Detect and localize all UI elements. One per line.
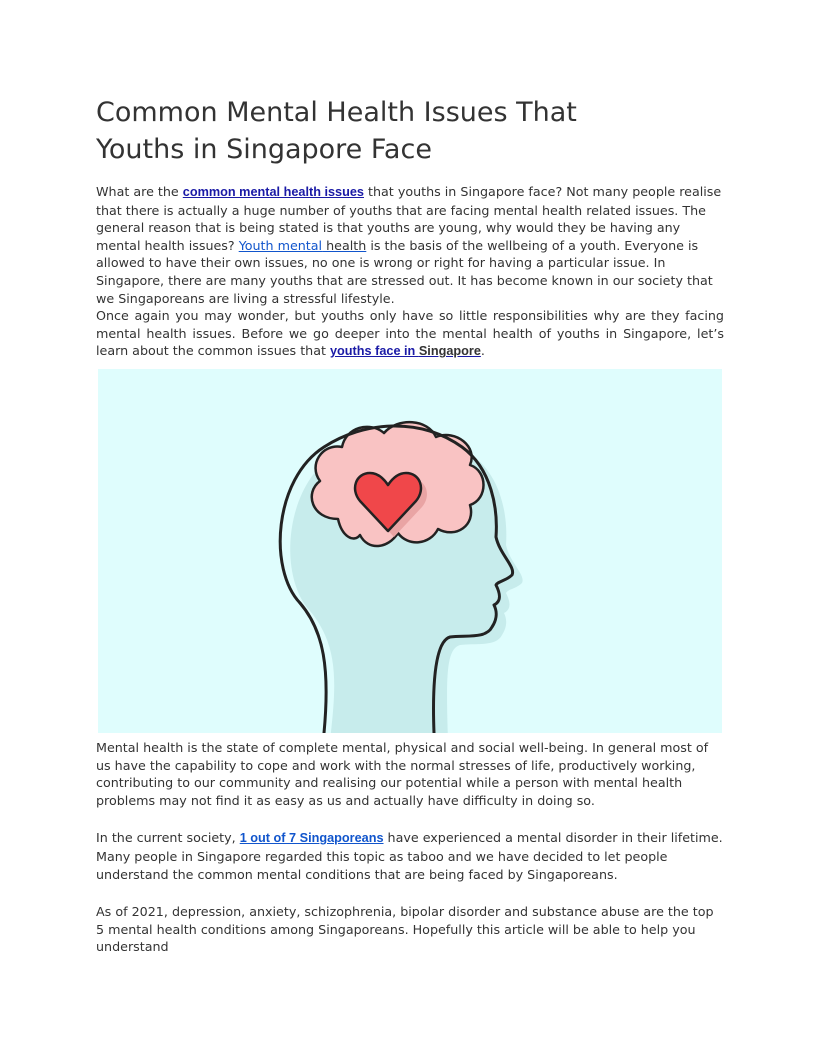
statistics-paragraph bbox=[96, 829, 724, 883]
intro-text-3: is the basis of the wellbeing of a youth. Everyone is allowed to have their own issues, no one is wrong or right for having a particular issue. In Singapore, there are many youths that are stressed out. It has become known in our society that we Singaporeans are living a stressful lifestyle. bbox=[96, 237, 713, 306]
para2-text-1: Once again you may wonder, but youths only have so little responsibilities why are they facing mental health issues. Before we go deeper into the mental health of youths in Singapore, let’s learn about the common issues that bbox=[96, 308, 724, 359]
one-out-of-seven-link[interactable]: 1 out of 7 Singaporeans bbox=[239, 831, 384, 846]
document-page bbox=[96, 94, 724, 956]
intro-text-1: What are the bbox=[96, 184, 183, 199]
youths-face-in-singapore-link[interactable]: youths face in Singapore bbox=[330, 344, 481, 359]
common-mental-health-issues-link[interactable]: common mental health issues bbox=[182, 185, 364, 199]
mental-health-definition-paragraph: Mental health is the state of complete mental, physical and social well-being. In general most of us have the capability to cope and work with the normal stresses of life, productively working, contributing to our community and realising our potential while a person with mental health problems may not find it as easy as us and actually have difficulty in doing so. bbox=[96, 739, 709, 808]
page-title: Common Mental Health Issues That Youths in Singapore Face bbox=[96, 97, 577, 165]
para2-text-2: . bbox=[480, 343, 485, 359]
para4-text-2: have experienced a mental disorder in their lifetime. Many people in Singapore regarded this topic as taboo and we have decided to let people understand the common mental conditions that are being faced by Singaporeans. bbox=[96, 830, 723, 882]
intro-paragraph bbox=[96, 183, 724, 307]
intro-text-2: that youths in Singapore face? Not many people realise that there is actually a huge number of youths that are facing mental health related issues. The general reason that is being stated is that youths are young, why would they be having any mental health issues? bbox=[96, 184, 722, 253]
para4-text-1: In the current society, bbox=[96, 830, 240, 846]
head-brain-heart-illustration bbox=[98, 369, 722, 733]
conditions-paragraph: As of 2021, depression, anxiety, schizophrenia, bipolar disorder and substance abuse are the top 5 mental health conditions among Singaporeans. Hopefully this article will be able to help you understand bbox=[96, 904, 714, 955]
youth-mental-health-link[interactable]: Youth mental health bbox=[238, 237, 367, 253]
second-paragraph bbox=[96, 307, 724, 361]
